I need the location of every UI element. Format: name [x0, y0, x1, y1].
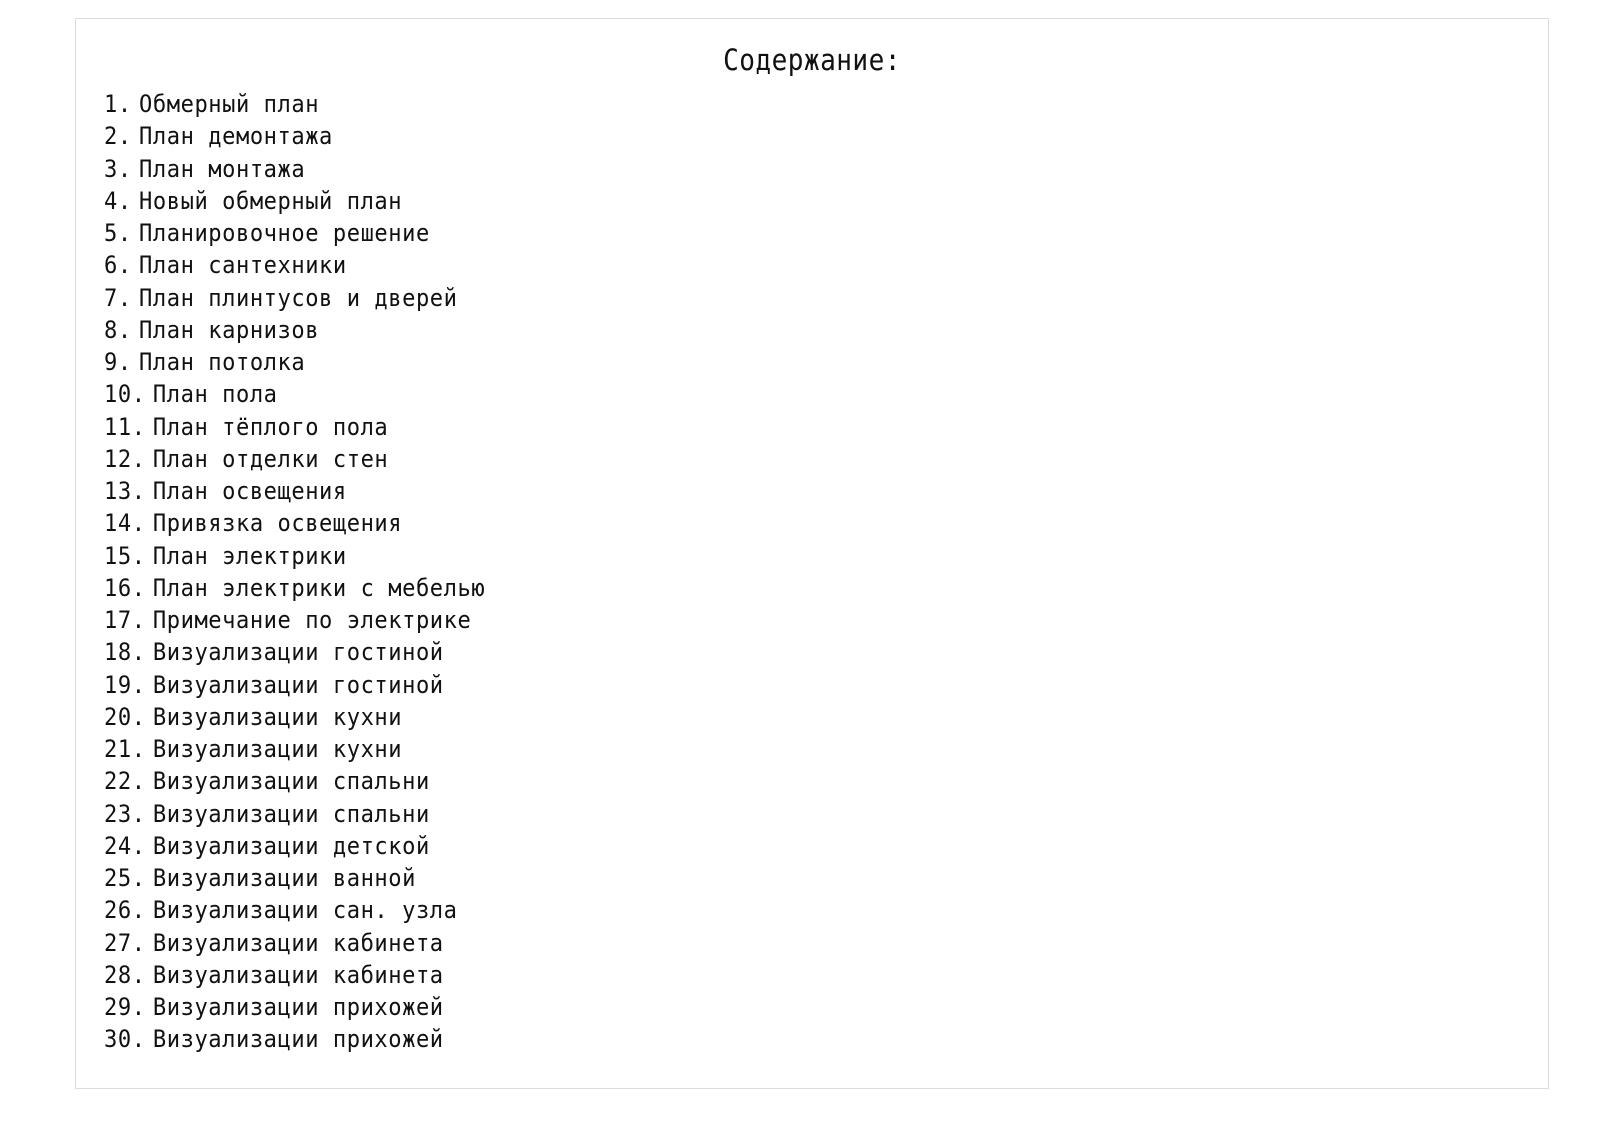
toc-item-number: 18. — [104, 638, 146, 667]
toc-item — [104, 411, 485, 443]
toc-item-number: 12. — [104, 444, 146, 473]
toc-item — [104, 282, 485, 314]
toc-item-label: Планировочное решение — [139, 219, 430, 247]
toc-item-label: Визуализации детской — [152, 831, 430, 860]
toc-item-number: 25. — [104, 864, 146, 892]
toc-item-label: План электрики с мебелью — [152, 573, 486, 602]
toc-item-number: 1. — [104, 90, 132, 118]
toc-item-number: 27. — [104, 928, 146, 957]
toc-item-label: Визуализации кухни — [152, 702, 403, 731]
toc-item-number: 2. — [104, 122, 132, 151]
toc-item-label: План сантехники — [139, 251, 347, 280]
toc-item — [104, 604, 485, 636]
toc-item-number: 13. — [104, 477, 146, 505]
toc-item-label: План тёплого пола — [152, 412, 389, 441]
toc-item — [104, 927, 485, 959]
toc-item-number: 7. — [104, 283, 132, 312]
toc-item-number: 10. — [104, 380, 146, 409]
toc-item-number: 28. — [104, 960, 146, 989]
toc-item-number: 17. — [104, 606, 146, 634]
toc-item-number: 16. — [104, 573, 146, 602]
toc-item-label: План освещения — [152, 477, 347, 505]
document-sheet — [75, 18, 1549, 1089]
page-title: Содержание: — [723, 43, 901, 77]
toc-item — [104, 443, 485, 475]
table-of-contents — [104, 88, 518, 1056]
toc-item — [104, 669, 485, 701]
toc-item — [104, 1023, 485, 1055]
toc-item-label: План пола — [152, 380, 278, 409]
toc-item — [104, 507, 485, 539]
toc-item-number: 30. — [104, 1025, 146, 1054]
toc-item-number: 11. — [104, 412, 146, 441]
toc-item-label: План демонтажа — [139, 122, 333, 151]
toc-item — [104, 959, 485, 991]
toc-item-label: Визуализации гостиной — [152, 670, 444, 699]
toc-item-number: 5. — [104, 219, 132, 247]
toc-item-label: План монтажа — [139, 154, 306, 183]
toc-item — [104, 475, 485, 507]
toc-item — [104, 572, 485, 604]
toc-item-label: Визуализации спальни — [152, 799, 430, 828]
toc-item-label: План плинтусов и дверей — [139, 283, 458, 312]
toc-item-number: 21. — [104, 735, 146, 763]
toc-item-label: Визуализации гостиной — [152, 638, 444, 667]
toc-item-label: Визуализации сан. узла — [152, 896, 458, 925]
toc-item — [104, 894, 485, 926]
toc-item-label: Новый обмерный план — [139, 186, 403, 215]
toc-item-label: Визуализации кабинета — [152, 960, 444, 989]
toc-item-number: 9. — [104, 348, 132, 376]
toc-item-number: 29. — [104, 993, 146, 1021]
toc-item — [104, 636, 485, 668]
toc-item-number: 14. — [104, 509, 146, 538]
toc-item — [104, 217, 485, 249]
toc-item-number: 4. — [104, 186, 132, 215]
toc-item — [104, 88, 485, 120]
toc-item — [104, 862, 485, 894]
toc-item — [104, 185, 485, 217]
toc-item-number: 3. — [104, 154, 132, 183]
toc-item-number: 22. — [104, 767, 146, 796]
toc-item — [104, 701, 485, 733]
toc-item-number: 23. — [104, 799, 146, 828]
toc-item-label: Обмерный план — [139, 90, 320, 118]
toc-item — [104, 540, 485, 572]
toc-item-label: Привязка освещения — [152, 509, 403, 538]
toc-item — [104, 249, 485, 281]
toc-item-label: Визуализации ванной — [152, 864, 416, 892]
toc-item-number: 24. — [104, 831, 146, 860]
toc-item — [104, 153, 485, 185]
toc-item-label: Визуализации кабинета — [152, 928, 444, 957]
toc-item — [104, 314, 485, 346]
toc-item-number: 8. — [104, 315, 132, 344]
toc-item-number: 26. — [104, 896, 146, 925]
toc-item-label: Примечание по электрике — [152, 606, 472, 634]
toc-item — [104, 378, 485, 410]
toc-item-label: Визуализации кухни — [152, 735, 403, 763]
toc-item-label: План потолка — [139, 348, 306, 376]
toc-item-label: План отделки стен — [152, 444, 389, 473]
toc-item — [104, 798, 485, 830]
toc-item — [104, 346, 485, 378]
toc-item-label: План электрики — [152, 541, 347, 570]
toc-item — [104, 991, 485, 1023]
toc-item-label: Визуализации спальни — [152, 767, 430, 796]
toc-item-number: 20. — [104, 702, 146, 731]
toc-item — [104, 120, 485, 152]
toc-item-label: План карнизов — [139, 315, 320, 344]
toc-item-label: Визуализации прихожей — [152, 1025, 444, 1054]
toc-item-number: 19. — [104, 670, 146, 699]
toc-item-number: 15. — [104, 541, 146, 570]
toc-item-number: 6. — [104, 251, 132, 280]
toc-item — [104, 830, 485, 862]
toc-item-label: Визуализации прихожей — [152, 993, 444, 1021]
toc-item — [104, 765, 485, 797]
toc-item — [104, 733, 485, 765]
